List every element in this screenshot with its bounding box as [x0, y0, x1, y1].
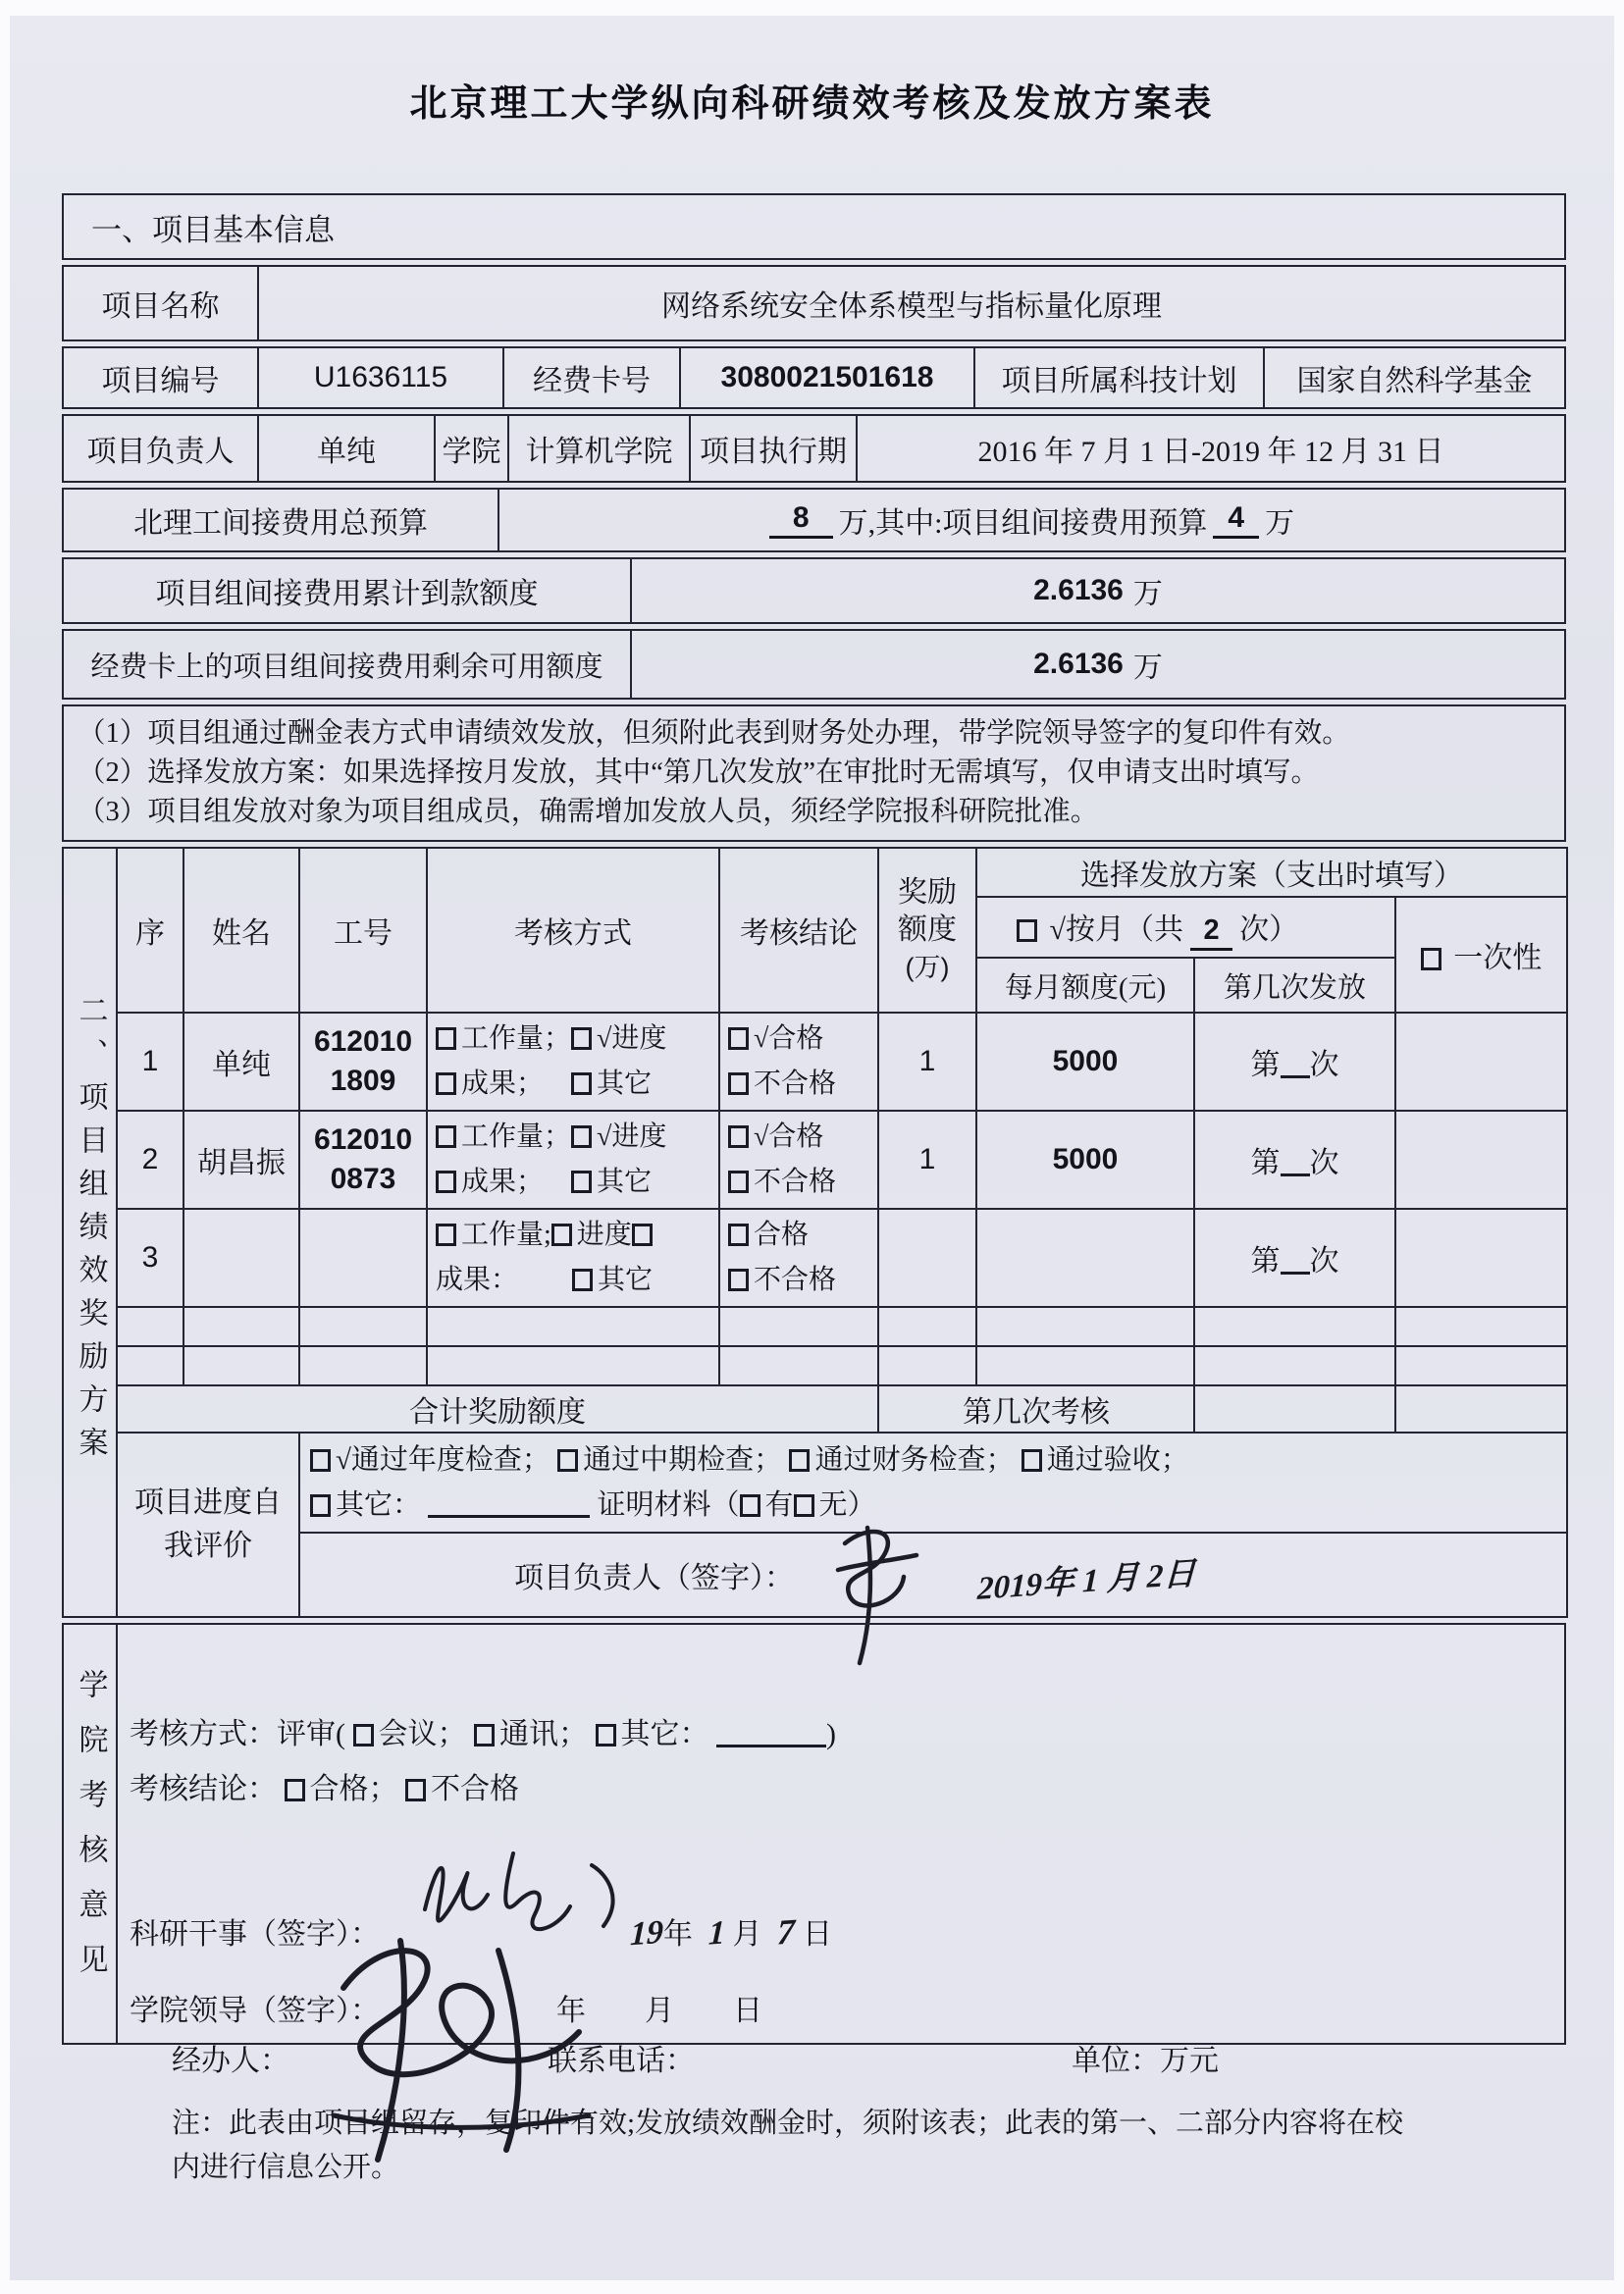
- row2-id: 6120100873: [299, 1111, 427, 1209]
- pi-label: 项目负责人: [86, 436, 235, 468]
- nth-assess-label: 第几次考核: [878, 1385, 1194, 1433]
- review-pass-label: 合格；: [309, 1773, 398, 1805]
- program-value: 国家自然科学基金: [1263, 348, 1564, 407]
- college-review-box: [62, 1623, 1566, 2045]
- eval-cb1-label: √通过年度检查；: [336, 1444, 550, 1476]
- row2-m4: 其它: [597, 1167, 653, 1197]
- monthly-checkbox-icon[interactable]: [1017, 919, 1037, 942]
- self-eval-label-line1: 项目进度自: [134, 1486, 282, 1519]
- row2-c1: √合格: [754, 1121, 824, 1152]
- eval-cb3-label: 通过财务检查；: [814, 1444, 1015, 1476]
- secretary-month-hand: 1: [707, 1914, 726, 1953]
- row2-m3: 成果；: [461, 1167, 545, 1197]
- self-eval-label-cell: [117, 1433, 299, 1617]
- row3-c2: 不合格: [754, 1265, 837, 1295]
- correspondence-label: 通讯；: [499, 1718, 588, 1750]
- received-label: 项目组间接费用累计到款额度: [155, 578, 539, 610]
- row3-nth: [1194, 1209, 1395, 1307]
- row2-once-cell: [1395, 1111, 1567, 1209]
- review-other-blank[interactable]: [716, 1722, 826, 1747]
- pi-sign-cell: [299, 1533, 1567, 1617]
- remaining-value-cell: [630, 631, 1564, 698]
- budget-row: [62, 488, 1566, 552]
- budget-label: 北理工间接费用总预算: [133, 507, 428, 540]
- row2-method: [427, 1111, 719, 1209]
- row3-nth-suffix: 次: [1309, 1245, 1339, 1277]
- project-no-value: U1636115: [257, 348, 502, 407]
- totals-once-cell: [1395, 1385, 1567, 1433]
- row2-name: 胡昌振: [183, 1111, 299, 1209]
- monthly-label-suffix: 次）: [1239, 912, 1299, 946]
- nth-issue-header: 第几次发放: [1194, 958, 1395, 1013]
- nth-blank[interactable]: [1281, 1249, 1310, 1275]
- row2-conclusion: [719, 1111, 878, 1209]
- phone-label: 联系电话：: [548, 2045, 695, 2077]
- row2-m1: 工作量；: [461, 1121, 572, 1152]
- pass-checkbox-icon[interactable]: [728, 1224, 749, 1246]
- acceptance-checkbox-icon[interactable]: [1022, 1449, 1042, 1472]
- eval-other-checkbox-icon[interactable]: [310, 1494, 331, 1517]
- secretary-sign-label: 科研干事（签字）：: [130, 1918, 380, 1951]
- project-name-row: [62, 265, 1566, 341]
- award-header-line3: (万): [905, 953, 950, 982]
- row3-seq: 3: [117, 1209, 183, 1307]
- correspondence-checkbox-icon[interactable]: [474, 1724, 495, 1747]
- row2-seq: 2: [117, 1111, 183, 1209]
- note-3: （3）项目组发放对象为项目组成员，确需增加发放人员，须经学院报科研院批准。: [78, 797, 1099, 827]
- section2-side-label: 二、项目组绩效奖励方案: [74, 995, 107, 1470]
- workload-checkbox-icon[interactable]: [436, 1027, 456, 1050]
- table-row: [63, 1209, 1567, 1307]
- finance-check-checkbox-icon[interactable]: [789, 1449, 810, 1472]
- nth-blank[interactable]: [1281, 1053, 1310, 1078]
- once-checkbox-icon[interactable]: [1421, 948, 1441, 970]
- table-row: [63, 1013, 1567, 1111]
- table-row-empty: [63, 1346, 1567, 1385]
- self-eval-label-line2: 我评价: [164, 1530, 252, 1562]
- award-header-line1: 奖励: [898, 876, 957, 909]
- other-checkbox-icon[interactable]: [571, 1072, 592, 1095]
- project-name-label: 项目名称: [101, 290, 220, 323]
- col-header-id: 工号: [299, 848, 427, 1013]
- self-eval-row: [63, 1433, 1567, 1533]
- period-label: 项目执行期: [689, 416, 856, 481]
- secretary-day-unit: 日: [803, 1918, 832, 1951]
- review-fail-label: 不合格: [431, 1773, 519, 1805]
- midterm-check-checkbox-icon[interactable]: [557, 1449, 578, 1472]
- budget-mid-text: 万,其中:项目组间接费用预算: [838, 507, 1208, 540]
- form-body: [62, 193, 1566, 2050]
- eval-cb5-label: 其它：: [336, 1489, 422, 1521]
- total-award-label: 合计奖励额度: [117, 1385, 878, 1433]
- self-eval-checkboxes: [299, 1433, 1567, 1533]
- secretary-month-unit: 月: [732, 1918, 762, 1951]
- col-header-method: 考核方式: [427, 848, 719, 1013]
- received-row: [62, 557, 1566, 624]
- form-title: 北京理工大学纵向科研绩效考核及发放方案表: [409, 83, 1215, 125]
- row3-name: [183, 1209, 299, 1307]
- fail-checkbox-icon[interactable]: [728, 1072, 749, 1095]
- pi-value: 单纯: [257, 416, 434, 481]
- row2-award: 1: [878, 1111, 976, 1209]
- workload-checkbox-icon[interactable]: [436, 1125, 456, 1148]
- row3-award: [878, 1209, 976, 1307]
- note-1: （1）项目组通过酬金表方式申请绩效发放，但须附此表到财务处办理，带学院领导签字的复印件有效。: [78, 718, 1350, 749]
- nth-blank[interactable]: [1281, 1151, 1310, 1176]
- row1-nth: [1194, 1013, 1395, 1111]
- row1-method: [427, 1013, 719, 1111]
- notes-box: [62, 704, 1566, 842]
- annual-check-checkbox-icon[interactable]: [310, 1449, 331, 1472]
- col-header-seq: 序: [117, 848, 183, 1013]
- secretary-sign-line: [130, 1909, 832, 1953]
- row1-once-cell: [1395, 1013, 1567, 1111]
- progress-checkbox-icon[interactable]: [571, 1125, 592, 1148]
- remaining-row: [62, 629, 1566, 700]
- row1-m1: 工作量；: [461, 1023, 572, 1054]
- pass-checkbox-icon[interactable]: [728, 1125, 749, 1148]
- program-label: 项目所属科技计划: [973, 348, 1263, 407]
- eval-cb4-label: 通过验收；: [1046, 1444, 1189, 1476]
- workload-checkbox-icon[interactable]: [436, 1224, 456, 1246]
- eval-yes-label: 有: [764, 1489, 794, 1521]
- received-unit: 万: [1132, 578, 1163, 610]
- table-row-empty: [63, 1307, 1567, 1346]
- once-header: [1395, 897, 1567, 1013]
- per-month-header: 每月额度(元): [976, 958, 1194, 1013]
- row2-c2: 不合格: [754, 1167, 837, 1197]
- row3-method: [427, 1209, 719, 1307]
- section2-side-label-cell: [63, 848, 117, 1617]
- fund-card-label: 经费卡号: [502, 348, 679, 407]
- row1-id: 6120101809: [299, 1013, 427, 1111]
- fund-card-value: 3080021501618: [679, 348, 973, 407]
- row1-m3: 成果；: [461, 1069, 545, 1099]
- material-no-checkbox-icon[interactable]: [794, 1494, 814, 1517]
- col-header-conclusion: 考核结论: [719, 848, 878, 1013]
- monthly-label-prefix: √按月（共: [1049, 912, 1183, 946]
- section1-heading-box: [62, 193, 1566, 260]
- monthly-times-blank[interactable]: 2: [1190, 914, 1231, 951]
- eval-cb2-label: 通过中期检查；: [583, 1444, 783, 1476]
- review-method-suffix: ): [826, 1718, 836, 1750]
- row1-name: 单纯: [183, 1013, 299, 1111]
- row3-monthly: [976, 1209, 1194, 1307]
- section3-side-label: 学院考核意见: [74, 1669, 107, 1999]
- period-value: 2016 年 7 月 1 日-2019 年 12 月 31 日: [856, 416, 1564, 481]
- once-label: 一次性: [1453, 942, 1543, 974]
- received-value: 2.6136: [1033, 574, 1124, 606]
- secretary-year-unit: 年: [663, 1918, 693, 1951]
- col-header-name: 姓名: [183, 848, 299, 1013]
- review-conclusion-prefix: 考核结论：: [130, 1773, 277, 1805]
- pass-checkbox-icon[interactable]: [728, 1027, 749, 1050]
- note-2: （2）选择发放方案：如果选择按月发放，其中“第几次发放”在审批时无需填写，仅申请支出时填写。: [78, 757, 1320, 788]
- pi-row: [62, 414, 1566, 483]
- other-checkbox-icon[interactable]: [571, 1171, 592, 1193]
- row1-nth-prefix: 第: [1250, 1049, 1281, 1081]
- row1-monthly: 5000: [976, 1013, 1194, 1111]
- row1-nth-suffix: 次: [1309, 1049, 1339, 1081]
- budget-total-blank[interactable]: 8: [769, 501, 833, 539]
- performance-table: [62, 847, 1568, 1618]
- result-checkbox-icon[interactable]: [632, 1224, 653, 1246]
- eval-material-label: 证明材料（: [597, 1489, 740, 1521]
- other-checkbox-icon[interactable]: [572, 1269, 593, 1291]
- budget-value: [498, 490, 1564, 550]
- row3-conclusion: [719, 1209, 878, 1307]
- table-row: [63, 1111, 1567, 1209]
- project-no-label: 项目编号: [101, 365, 220, 397]
- pi-sign-date: 2019年 1 月 2日: [976, 1556, 1196, 1607]
- remaining-value: 2.6136: [1033, 648, 1124, 680]
- leader-sign-line: [130, 1986, 762, 2029]
- budget-unit-text: 万: [1265, 507, 1295, 540]
- row1-c1: √合格: [754, 1023, 824, 1054]
- leader-sign-label: 学院领导（签字）：: [130, 1995, 380, 2027]
- row3-m4: 其它: [598, 1265, 654, 1295]
- project-number-row: [62, 346, 1566, 409]
- pi-sign-label: 项目负责人（签字）：: [514, 1562, 794, 1594]
- row2-monthly: 5000: [976, 1111, 1194, 1209]
- row1-c2: 不合格: [754, 1069, 837, 1099]
- result-checkbox-icon[interactable]: [436, 1072, 456, 1095]
- secretary-day-hand: 7: [776, 1911, 796, 1953]
- row1-conclusion: [719, 1013, 878, 1111]
- row1-m4: 其它: [597, 1069, 653, 1099]
- row3-id: [299, 1209, 427, 1307]
- project-name-value: 网络系统安全体系模型与指标量化原理: [257, 267, 1564, 339]
- row1-seq: 1: [117, 1013, 183, 1111]
- review-pass-checkbox-icon[interactable]: [285, 1779, 305, 1801]
- col-header-award: [878, 848, 976, 1013]
- review-method-prefix: 考核方式：评审(: [130, 1718, 345, 1750]
- review-other-checkbox-icon[interactable]: [596, 1724, 616, 1747]
- section3-side-label-cell: [64, 1625, 118, 2043]
- row3-m2: 进度: [576, 1220, 632, 1250]
- received-value-cell: [630, 559, 1564, 622]
- result-checkbox-icon[interactable]: [436, 1171, 456, 1193]
- fail-checkbox-icon[interactable]: [728, 1269, 749, 1291]
- row3-m1: 工作量;: [461, 1220, 551, 1250]
- eval-other-blank[interactable]: [428, 1492, 590, 1518]
- review-conclusion-line: [130, 1764, 519, 1807]
- budget-group-blank[interactable]: 4: [1213, 501, 1259, 539]
- section1-heading: 一、项目基本信息: [91, 212, 335, 247]
- material-yes-checkbox-icon[interactable]: [740, 1494, 760, 1517]
- school-label: 学院: [434, 416, 507, 481]
- leader-date-template: 年 月 日: [556, 1995, 762, 2027]
- row2-m2: √进度: [597, 1121, 667, 1152]
- totals-row: [63, 1385, 1567, 1433]
- award-header-line2: 额度: [898, 913, 957, 946]
- row1-m2: √进度: [597, 1023, 667, 1054]
- row2-nth-prefix: 第: [1250, 1147, 1281, 1179]
- row3-c1: 合格: [754, 1220, 810, 1250]
- row2-nth: [1194, 1111, 1395, 1209]
- school-value: 计算机学院: [507, 416, 689, 481]
- nth-assess-value-cell: [1194, 1385, 1395, 1433]
- remaining-unit: 万: [1132, 652, 1163, 684]
- review-other-label: 其它：: [620, 1718, 709, 1750]
- progress-checkbox-icon[interactable]: [571, 1027, 592, 1050]
- row3-nth-prefix: 第: [1250, 1245, 1281, 1277]
- row1-award: 1: [878, 1013, 976, 1111]
- row3-once-cell: [1395, 1209, 1567, 1307]
- remaining-label: 经费卡上的项目组间接费用剩余可用额度: [90, 651, 603, 683]
- eval-no-label: 无）: [818, 1489, 876, 1521]
- meeting-checkbox-icon[interactable]: [353, 1724, 374, 1747]
- plan-header: 选择发放方案（支出时填写）: [976, 848, 1567, 897]
- progress-checkbox-icon[interactable]: [551, 1224, 572, 1246]
- agent-label: 经办人：: [172, 2045, 289, 2077]
- monthly-plan-header: [976, 897, 1395, 958]
- review-fail-checkbox-icon[interactable]: [405, 1779, 426, 1801]
- fail-checkbox-icon[interactable]: [728, 1171, 749, 1193]
- unit-label: 单位：万元: [1072, 2045, 1219, 2077]
- meeting-label: 会议；: [378, 1718, 467, 1750]
- row2-nth-suffix: 次: [1309, 1147, 1339, 1179]
- row3-m3: 成果：: [436, 1265, 519, 1295]
- review-method-line: [130, 1709, 836, 1752]
- bottom-note: 注：此表由项目组留存，复印件有效;发放绩效酬金时，须附该表；此表的第一、二部分内容将在校内进行信息公开。: [172, 2108, 1404, 2183]
- secretary-year-hand: 19: [629, 1913, 664, 1954]
